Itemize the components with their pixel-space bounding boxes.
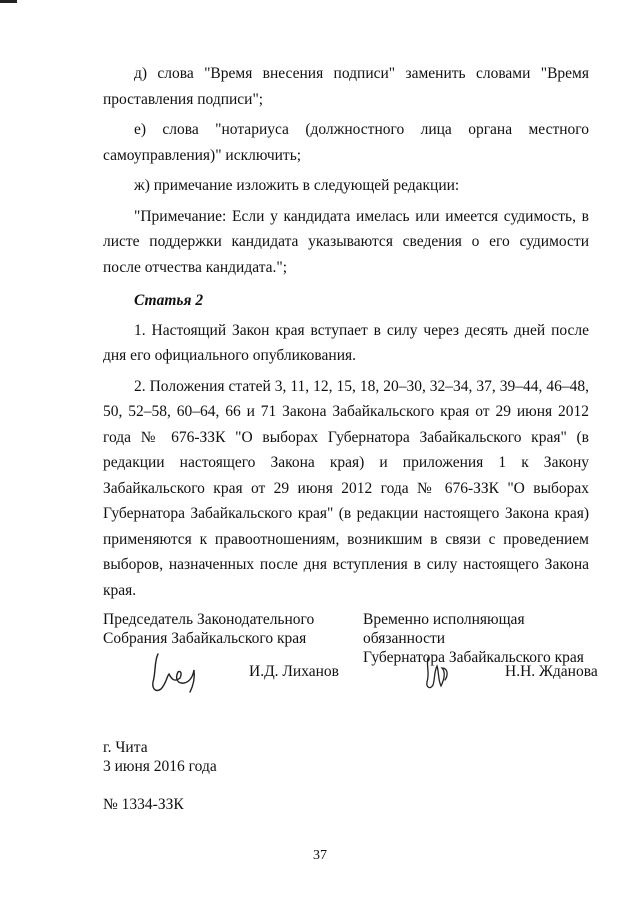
place-and-date <box>103 738 217 776</box>
right-signatory-title <box>363 610 603 667</box>
law-number: № 1334-ЗЗК <box>103 796 184 813</box>
right-title-line-2: Губернатора Забайкальского края <box>363 649 584 666</box>
right-handwritten-signature <box>418 652 458 694</box>
article-2-paragraph-2: 2. Положения статей 3, 11, 12, 15, 18, 20–30, 32–34, 37, 39–44, 46–48, 50, 52–58, 60–64, 66 и 71 Закона Забайкальского края от 29 июня 2012 года № 676-ЗЗК "О выборах Губернатора Забайкальского края" (в редакции настоящего Закона края) и приложения 1 к Закону Забайкальского края от 29 июня 2012 года № 676-ЗЗК "О выборах Губернатора Забайкальского края" (в редакции настоящего Закона края) применяются к правоотношениям, возникшим в связи с проведением выборов, назначенных после дня вступления в силу настоящего Закона края. <box>103 377 589 599</box>
article-2-paragraph-1: 1. Настоящий Закон края вступает в силу через десять дней после дня его официального опубликования. <box>103 321 589 364</box>
scan-corner-mark <box>0 0 17 3</box>
left-signatory-title <box>103 610 353 648</box>
left-title-line-2: Собрания Забайкальского края <box>103 630 307 647</box>
paragraph-e: е) слова "нотариуса (должностного лица органа местного самоуправления)" исключить; <box>103 121 589 164</box>
city: г. Чита <box>103 739 148 756</box>
paragraph-zh: ж) примечание изложить в следующей редакции: <box>134 177 460 194</box>
left-handwritten-signature <box>144 650 204 698</box>
article-2-heading: Статья 2 <box>134 292 204 309</box>
left-signatory-name: И.Д. Лиханов <box>249 663 339 680</box>
law-date: 3 июня 2016 года <box>103 758 217 775</box>
page-number: 37 <box>313 848 327 863</box>
paragraph-d: д) слова "Время внесения подписи" заменить словами "Время проставления подписи"; <box>103 65 589 108</box>
right-title-line-1: Временно исполняющая обязанности <box>363 611 525 647</box>
paragraph-note: "Примечание: Если у кандидата имелась или имеется судимость, в листе поддержки кандидата указываются сведения о его судимости после отчества кандидата."; <box>103 207 589 276</box>
document-body <box>103 61 589 608</box>
right-signatory-name: Н.Н. Жданова <box>505 663 598 680</box>
left-title-line-1: Председатель Законодательного <box>103 611 315 628</box>
